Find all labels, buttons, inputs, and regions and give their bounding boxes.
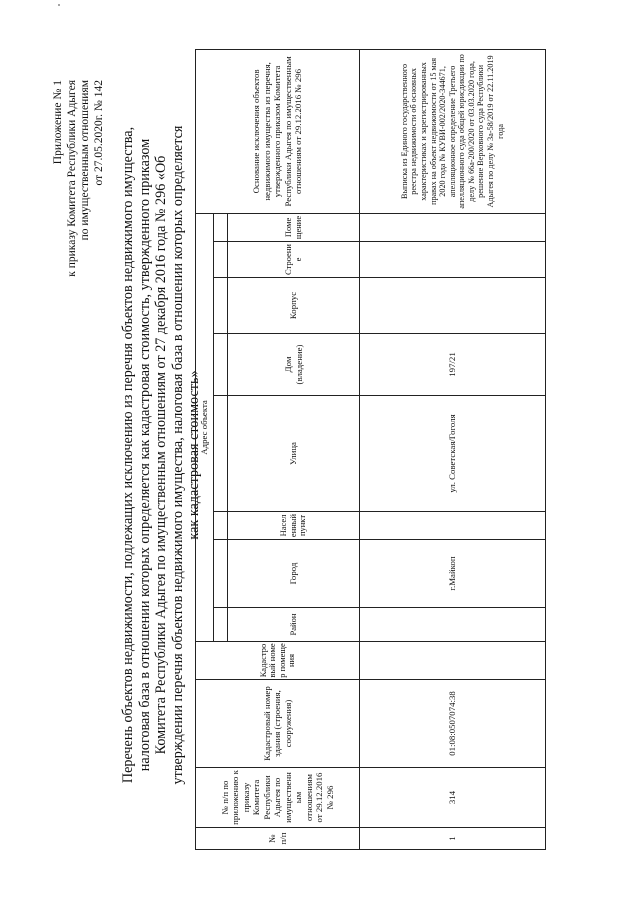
cell-district [360,608,546,642]
appendix-line: Приложение № 1 [52,80,64,165]
cell-city: г.Майкоп [360,540,546,608]
cell-num: 1 [360,828,546,850]
cell-settlement [360,512,546,540]
objects-table [195,49,546,850]
header-house: Дом (владение) [228,334,360,396]
cell-cadastral-building: 01:08:0507074:38 [360,680,546,768]
header-cadastral-room: Кадастровый номер помещения [196,642,360,680]
scan-speck [58,4,60,6]
cell-cadastral-room [360,642,546,680]
header-spacer [214,608,228,642]
title-line: налоговая база в отношении которых определяется как кадастровая стоимость, утвержденного приказом [136,138,153,772]
header-spacer [214,540,228,608]
cell-street: ул. Советская/Гоголя [360,396,546,512]
cell-room [360,213,546,241]
title-line: Перечень объектов недвижимости, подлежащих исключению из перечня объектов недвижимого имущества, [120,126,136,784]
header-spacer [214,213,228,241]
appendix-header [52,80,106,277]
header-building: Корпус [228,278,360,334]
header-num-in-appendix: № п/п по приложению к приказу Комитета Республики Адыгея по имущественным отношениям от 29.12.2016 № 296 [196,768,360,828]
cell-num-in-appendix: 314 [360,768,546,828]
header-spacer [214,512,228,540]
document-title [120,90,203,820]
header-city: Город [228,540,360,608]
title-line: Комитета Республики Адыгея по имущественным отношениям от 27 декабря 2016 года № 296 «Об [153,155,169,755]
header-street: Улица [228,396,360,512]
header-basis: Основание исключения объектов недвижимого имущества из перечня, утвержденного приказом Комитета Республики Адыгея по имущественным отношениям от 29.12.2016 № 296 [196,49,360,213]
header-structure: Строение [228,242,360,278]
header-num: № п/п [196,828,360,850]
title-line: утверждении перечня объектов недвижимого имущества, налоговая база в отношении которых определяется [169,125,186,785]
header-room: Помещение [228,213,360,241]
title-line: как кадастровая стоимость» [186,370,202,540]
header-settlement: Населенный пункт [228,512,360,540]
header-spacer [214,334,228,396]
table-row [360,49,546,849]
cell-structure [360,242,546,278]
cell-basis: Выписка из Единого государственного реестра недвижимости об основных характеристиках и зарегистрированных правах на объект недвижимости от 15 мая 2020 года № КУВИ-002/2020-344671, апелляционное определение Третьего апелляционного суда общей юрисдикции по делу № 66а-200/2020 от 03.03.2020 года, решение Верховного суда Республики Адыгея по делу № 3а-58/2019 от 22.11.2019 года [360,49,546,213]
appendix-line: по имущественным отношениям [79,80,91,241]
header-spacer [214,242,228,278]
header-spacer [214,278,228,334]
cell-house: 197/21 [360,334,546,396]
header-spacer [214,396,228,512]
rotated-page [50,40,610,860]
header-cadastral-building: Кадастровый номер здания (строения, сооружения) [196,680,360,768]
appendix-line: от 27.05.2020г. № 142 [92,80,105,186]
header-address-group: Адрес объекта [196,213,214,641]
appendix-line: к приказу Комитета Республики Адыгея [65,80,78,277]
cell-building [360,278,546,334]
header-district: Район [228,608,360,642]
